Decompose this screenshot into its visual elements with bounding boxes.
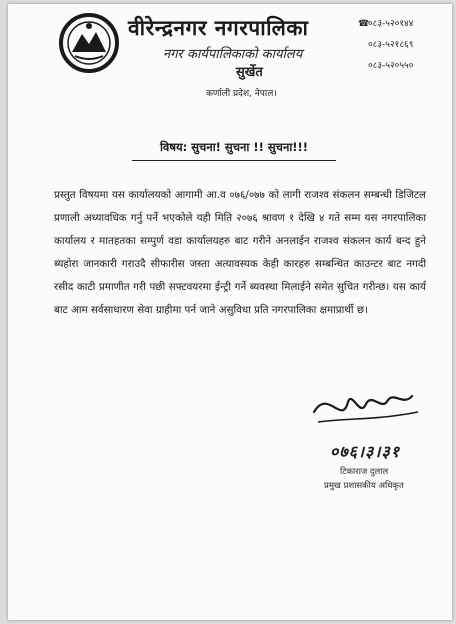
signatory-role: प्रमुख प्रशासकीय अधिकृत [324,481,404,491]
office-name: नगर कार्यपालिकाको कार्यालय [163,47,303,62]
phone-number-3: ०८३-५२०५५० [368,61,414,71]
notice-body: प्रस्तुत विषयमा यस कार्यालयको आगामी आ.व ०७६/०७७ को लागी राजश्व संकलन सम्बन्धी डिजिटल प्रणाली अध्यावधिक गर्नु पर्ने भएकोले यही मिति २०७६ श्रावण १ देखि ४ गते सम्म यस नगरपालिका कार्यालय र मातहतका सम्पुर्ण वडा कार्यालयहरु बाट गरीने अनलाईन राजश्व संकलन कार्य बन्द हुने ब्यहोरा जानकारी गराउदै सीफारीस जस्ता अत्यावस्यक केही कारहरु सम्बन्धित काउन्टर बाट नगदी रसीद काटी प्रमाणीत गरी पछी सफ्टवयरमा ईन्ट्री गर्ने ब्यवस्था मिलाईने समेत सुचित गरीन्छ। यस कार्य बाट आम सर्वसाधारण सेवा ग्राहीमा पर्न जाने असुविधा प्रति नगरपालिका क्षमाप्रार्थी छ। [54,189,426,316]
signature-mark [308,382,428,446]
signatory-name: टिकाराज दुलाल [340,467,389,477]
municipality-name: वीरेन्द्रनगर नगरपालिका [128,16,309,40]
province-line: कर्णाली प्रदेश, नेपाल। [206,89,277,99]
notice-subject: विषय: सुचना! सुचना !! सुचना!!! [132,140,336,161]
municipality-logo [58,12,120,74]
phone-list [358,14,450,77]
phone-number-2: ०८३-५२१८६९ [368,40,414,50]
signature-date: ०७६।३।३१ [330,442,401,461]
phone-number-1: ☎०८३-५२०१४४ [358,14,450,35]
notice-page [8,4,452,620]
office-location: सुर्खेत [236,65,263,80]
phone-icon: ☎ [358,19,370,29]
